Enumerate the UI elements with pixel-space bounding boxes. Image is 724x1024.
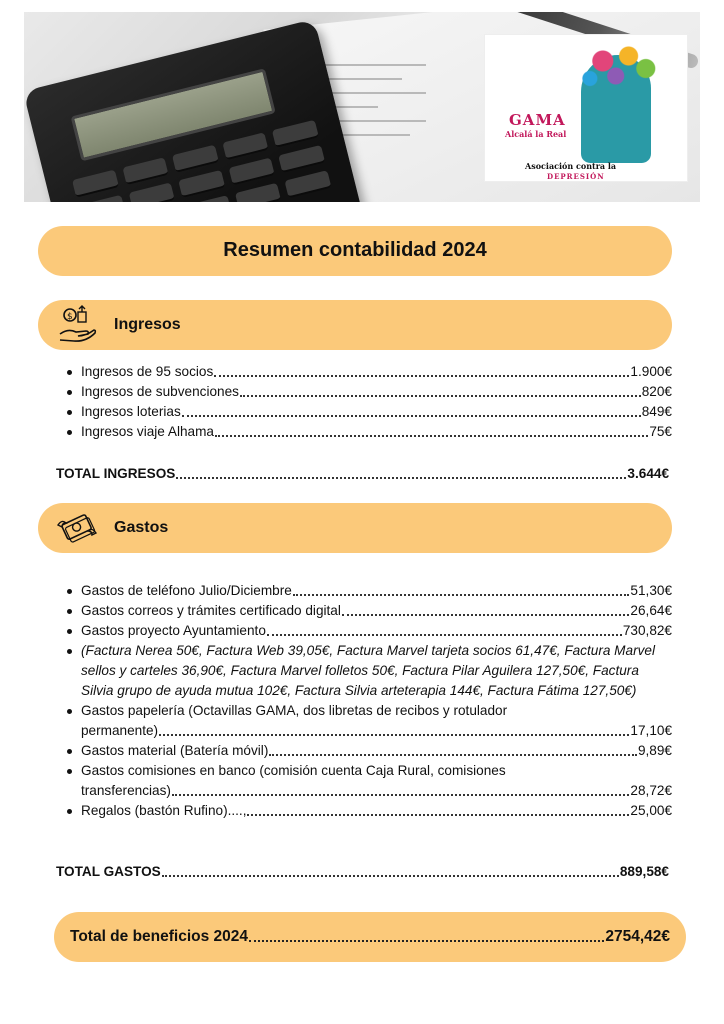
logo-cause: DEPRESIÓN: [547, 172, 605, 181]
logo-association: Asociación contra la: [525, 161, 617, 171]
total-gastos-label: TOTAL GASTOS: [56, 864, 161, 879]
gastos-heading: Gastos: [114, 519, 169, 536]
page-title: Resumen contabilidad 2024: [223, 239, 487, 261]
ingresos-banner: [38, 300, 672, 350]
total-gastos: [56, 862, 669, 882]
gastos-banner: [38, 503, 672, 553]
list-item: Regalos (bastón Rufino)...., 25,00€: [64, 801, 672, 821]
list-item: Gastos correos y trámites certificado digital 26,64€: [64, 601, 672, 621]
list-item: Gastos comisiones en banco (comisión cuenta Caja Rural, comisiones transferencias) 28,72€: [64, 761, 672, 801]
money-hand-icon: [56, 304, 98, 346]
list-item: Gastos de teléfono Julio/Diciembre 51,30€: [64, 581, 672, 601]
beneficios-amount: 2754,42€: [605, 928, 670, 945]
logo-name: GAMA: [509, 111, 566, 129]
flowers-icon: [577, 41, 663, 91]
gama-logo: [484, 34, 688, 182]
gastos-list: [64, 581, 672, 821]
ingresos-heading: Ingresos: [114, 316, 181, 333]
total-ingresos: [56, 464, 669, 484]
list-item: Ingresos viaje Alhama 75€: [64, 422, 672, 442]
beneficios-label: Total de beneficios 2024: [70, 928, 249, 945]
svg-text:$: $: [67, 312, 73, 322]
list-item: Gastos material (Batería móvil) 9,89€: [64, 741, 672, 761]
total-ingresos-label: TOTAL INGRESOS: [56, 466, 176, 481]
header-photo: [24, 12, 700, 202]
list-item: Ingresos de subvenciones 820€: [64, 382, 672, 402]
list-item: Gastos proyecto Ayuntamiento 730,82€: [64, 621, 672, 641]
title-banner: [38, 226, 672, 276]
ingresos-list: [64, 362, 672, 442]
beneficios-banner: [54, 912, 686, 962]
total-ingresos-amount: 3.644€: [627, 466, 669, 481]
list-item: Ingresos de 95 socios 1.900€: [64, 362, 672, 382]
list-item: [64, 641, 672, 701]
logo-city: Alcalá la Real: [505, 129, 567, 139]
list-item: Gastos papelería (Octavillas GAMA, dos libretas de recibos y rotulador permanente) 17,10€: [64, 701, 672, 741]
flying-money-icon: [56, 507, 98, 549]
calculator-icon: [24, 19, 365, 202]
invoice-detail: (Factura Nerea 50€, Factura Web 39,05€, Factura Marvel tarjeta socios 61,47€, Factura Marvel sellos y carteles 36,90€, Factura Marvel folletos 50€, Factura Pilar Aguilera 127,50€, Factura Silvia grupo de ayuda mutua 102€, Factura Silvia arteterapia 144€, Factura Fátima 127,50€): [81, 643, 655, 698]
list-item: Ingresos loterias 849€: [64, 402, 672, 422]
total-gastos-amount: 889,58€: [619, 864, 669, 879]
